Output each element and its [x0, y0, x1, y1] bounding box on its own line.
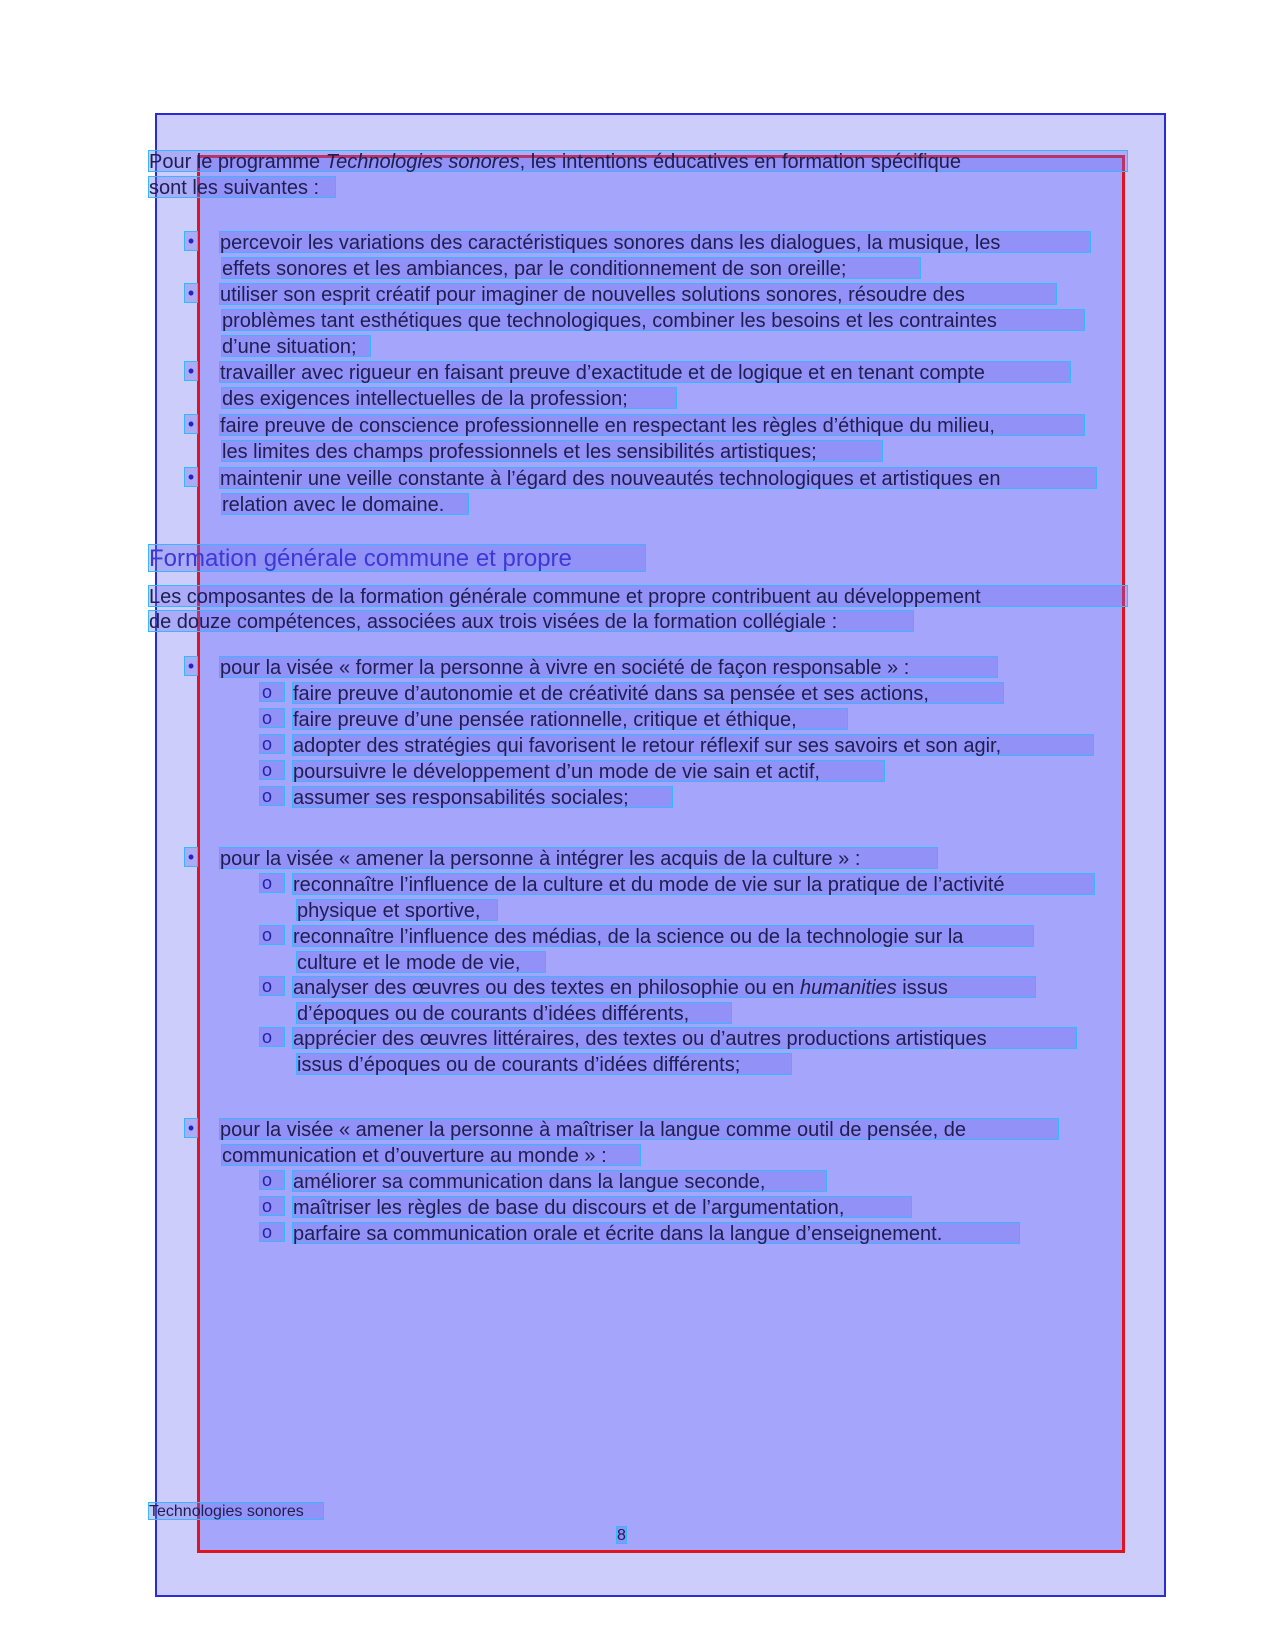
visee-item-line: parfaire sa communication orale et écrite dans la langue d’enseignement.: [292, 1222, 1020, 1244]
intention-line: utiliser son esprit créatif pour imaginer de nouvelles solutions sonores, résoudre des: [219, 283, 1057, 305]
footer-title: Technologies sonores: [148, 1502, 324, 1520]
visee-item-line: analyser des œuvres ou des textes en philosophie ou en humanities issus: [292, 976, 1036, 998]
sub-bullet-icon: o: [259, 1222, 285, 1242]
intention-line: travailler avec rigueur en faisant preuve d’exactitude et de logique et en tenant compte: [219, 361, 1071, 383]
sub-bullet-icon: o: [259, 708, 285, 728]
sub-bullet-icon: o: [259, 1027, 285, 1047]
sub-bullet-icon: o: [259, 925, 285, 945]
bullet-icon: •: [184, 656, 198, 676]
bullet-icon: •: [184, 1118, 198, 1138]
program-name: Technologies sonores: [325, 151, 520, 173]
bullet-icon: •: [184, 361, 198, 381]
visee-item-line: améliorer sa communication dans la langue seconde,: [292, 1170, 827, 1192]
sub-bullet-icon: o: [259, 734, 285, 754]
intention-line: les limites des champs professionnels et les sensibilités artistiques;: [221, 440, 883, 462]
visee-item-line: maîtriser les règles de base du discours et de l’argumentation,: [292, 1196, 912, 1218]
visee-item-line: poursuivre le développement d’un mode de vie sain et actif,: [292, 760, 885, 782]
intention-line: d’une situation;: [221, 335, 371, 357]
section-heading: Formation générale commune et propre: [148, 544, 646, 572]
visee-item-line: issus d’époques ou de courants d’idées différents;: [296, 1053, 792, 1075]
visee-item-line: reconnaître l’influence des médias, de la science ou de la technologie sur la: [292, 925, 1034, 947]
sub-bullet-icon: o: [259, 1170, 285, 1190]
visee-item-line: faire preuve d’une pensée rationnelle, critique et éthique,: [292, 708, 848, 730]
sub-bullet-icon: o: [259, 1196, 285, 1216]
visee-title-line: pour la visée « amener la personne à intégrer les acquis de la culture » :: [219, 847, 938, 869]
visee-item-line: assumer ses responsabilités sociales;: [292, 786, 673, 808]
intention-line: faire preuve de conscience professionnelle en respectant les règles d’éthique du milieu,: [219, 414, 1085, 436]
intention-line: percevoir les variations des caractéristiques sonores dans les dialogues, la musique, les: [219, 231, 1091, 253]
page-number: 8: [617, 1527, 626, 1544]
visee-item-line: adopter des stratégies qui favorisent le retour réflexif sur ses savoirs et son agir,: [292, 734, 1094, 756]
sub-bullet-icon: o: [259, 760, 285, 780]
sub-bullet-icon: o: [259, 873, 285, 893]
sub-bullet-icon: o: [259, 682, 285, 702]
bullet-icon: •: [184, 231, 198, 251]
visee-title-line: communication et d’ouverture au monde » :: [221, 1144, 641, 1166]
humanities-term: humanities: [799, 977, 897, 999]
visee-item-line: apprécier des œuvres littéraires, des textes ou d’autres productions artistiques: [292, 1027, 1077, 1049]
intention-line: effets sonores et les ambiances, par le conditionnement de son oreille;: [221, 257, 921, 279]
visee-item-line: d’époques ou de courants d’idées différents,: [296, 1002, 732, 1024]
sub-bullet-icon: o: [259, 976, 285, 996]
intro-line-2: sont les suivantes :: [148, 176, 336, 198]
para-line-2: de douze compétences, associées aux trois visées de la formation collégiale :: [148, 610, 914, 632]
visee-item-line: culture et le mode de vie,: [296, 951, 546, 973]
intro-line-1: [148, 150, 1128, 172]
para-line-1: Les composantes de la formation générale commune et propre contribuent au développement: [148, 585, 1128, 607]
intro-text-a: Pour le programme: [149, 151, 321, 173]
bullet-icon: •: [184, 414, 198, 434]
visee-title-line: pour la visée « amener la personne à maîtriser la langue comme outil de pensée, de: [219, 1118, 1059, 1140]
visee-item-line: physique et sportive,: [296, 899, 498, 921]
sub-bullet-icon: o: [259, 786, 285, 806]
intention-line: des exigences intellectuelles de la profession;: [221, 387, 677, 409]
visee-title-line: pour la visée « former la personne à vivre en société de façon responsable » :: [219, 656, 998, 678]
intention-line: maintenir une veille constante à l’égard des nouveautés technologiques et artistiques en: [219, 467, 1097, 489]
visee-item-line: faire preuve d’autonomie et de créativité dans sa pensée et ses actions,: [292, 682, 1004, 704]
bullet-icon: •: [184, 467, 198, 487]
bullet-icon: •: [184, 847, 198, 867]
visee-item-line: reconnaître l’influence de la culture et du mode de vie sur la pratique de l’activité: [292, 873, 1095, 895]
intro-text-b: , les intentions éducatives en formation spécifique: [519, 151, 961, 173]
intention-line: problèmes tant esthétiques que technologiques, combiner les besoins et les contraintes: [221, 309, 1085, 331]
bullet-icon: •: [184, 283, 198, 303]
intention-line: relation avec le domaine.: [221, 493, 469, 515]
